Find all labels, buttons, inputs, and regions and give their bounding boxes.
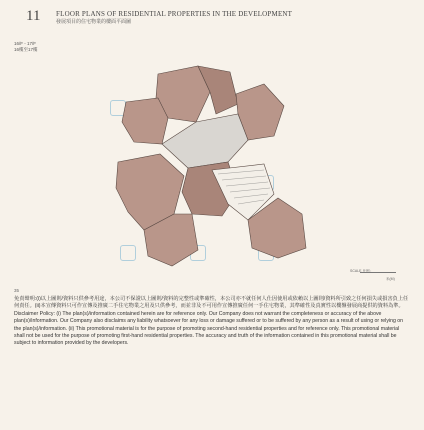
floor-label-zh: 16樓至17樓	[14, 47, 38, 52]
scale-label: SCALE 比例 :	[350, 269, 372, 273]
chapter-number: 11	[26, 8, 41, 24]
chapter-title: FLOOR PLANS OF RESIDENTIAL PROPERTIES IN THE DEVELOPMENT	[56, 10, 293, 18]
scale-bar	[360, 272, 396, 275]
page-header	[0, 0, 424, 32]
disclaimer-en: Disclaimer Policy: (i) The plan(s)/information contained herein are for reference only. Our Company does not warrant the completeness or accuracy of the above plan(s)/information. Our Company also disclaims any liability whatsoever for any loss or damage suffered or to be suffered by any person as a result of using or relying on the plan(s)/information. (ii) This promotional material is for the purpose of promoting second-hand residential properties and for reference only. This promotional material shall not be used for the purpose of promoting first-hand residential properties. The accuracy and truth of the information contained in this promotional material shall be subject to information provided by the developers.	[14, 310, 404, 347]
disclaimer-zh: 免責聲明:(i)以上圖則/資料只供參考用途，本公司不保證以上圖則/資料的完整性或準確性，本公司亦不就任何人仕因使用或依賴以上圖則/資料所引致之任何損失或損害負上任何責任。(ii)本宣傳資料只可作宣傳及推廣二手住宅物業之用及只供參考，而並非及不可用作宣傳推廣任何一手住宅物業，其準確性及真實性以樓盤發展商提供的資料為準。	[14, 296, 409, 310]
floor-label-en: 16/F - 17/F	[14, 41, 37, 46]
disclaimer	[14, 296, 410, 348]
page-number: 35	[14, 288, 20, 293]
chapter-title-zh: 發展項目的住宅物業的樓面平面圖	[56, 19, 132, 25]
floor-plan-drawing	[88, 44, 326, 280]
scale-unit: 米(M)	[386, 277, 395, 281]
floor-label	[14, 41, 38, 53]
